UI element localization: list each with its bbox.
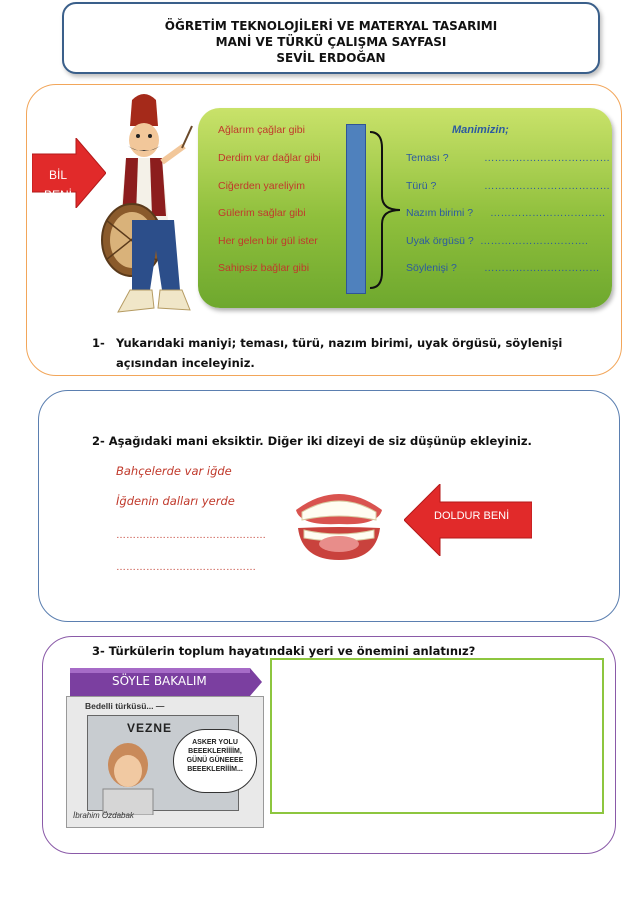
bil-beni-label bbox=[36, 165, 80, 205]
cartoon-speech-bubble: ASKER YOLU BEEEKLERİİİİM, GÜNÜ GÜNEEEE BEEEKLERİİİM... bbox=[173, 729, 257, 793]
title-box bbox=[62, 2, 600, 74]
task-1-line-1: Yukarıdaki maniyi; teması, türü, nazım birimi, uyak örgüsü, söylenişi bbox=[116, 336, 563, 350]
question-soylenis: Söylenişi ? bbox=[406, 262, 457, 274]
title-line-3: SEVİL ERDOĞAN bbox=[276, 51, 386, 65]
beni-label: BENİ bbox=[43, 188, 72, 202]
title-line-2: MANİ VE TÜRKÜ ÇALIŞMA SAYFASI bbox=[215, 35, 447, 49]
poem-line-3: Ciğerden yareliyim bbox=[218, 180, 305, 192]
cartoon-title: Bedelli türküsü... — bbox=[85, 701, 165, 711]
mani-line-2: İğdenin dalları yerde bbox=[116, 494, 235, 508]
soyle-bakalim-label: SÖYLE BAKALIM bbox=[112, 674, 207, 688]
answer-blank-tur[interactable]: ……………………………… bbox=[484, 180, 610, 192]
bil-label: BİL bbox=[48, 168, 67, 182]
task-3-text: 3- Türkülerin toplum hayatındaki yeri ve önemini anlatınız? bbox=[92, 644, 476, 658]
curly-brace bbox=[368, 130, 402, 290]
cartoon-image bbox=[66, 696, 264, 828]
answer-blank-nazim-birimi[interactable]: …………………………… bbox=[490, 207, 606, 219]
manimizin-label: Manimizin; bbox=[452, 124, 509, 136]
mani-blank-line-3[interactable]: ……………………………………… bbox=[116, 530, 266, 541]
teeth-illustration bbox=[292, 482, 386, 562]
task-2-text: 2- Aşağıdaki mani eksiktir. Diğer iki dizeyi de siz düşünüp ekleyiniz. bbox=[92, 434, 532, 448]
mani-blank-line-4[interactable]: …………………………………… bbox=[116, 562, 256, 573]
poem-line-6: Sahipsiz bağlar gibi bbox=[218, 262, 310, 274]
mani-line-1: Bahçelerde var iğde bbox=[116, 464, 232, 478]
question-nazim-birimi: Nazım birimi ? bbox=[406, 207, 474, 219]
doldur-beni-label: DOLDUR BENİ bbox=[434, 510, 510, 522]
answer-blank-uyak-orgusu[interactable]: …………………………. bbox=[480, 235, 588, 247]
cartoon-signature: İbrahim Özdabak bbox=[73, 811, 134, 820]
question-tur: Türü ? bbox=[406, 180, 437, 192]
divider-bar bbox=[346, 124, 366, 294]
poem-line-2: Derdim var dağlar gibi bbox=[218, 152, 321, 164]
answer-area[interactable] bbox=[270, 658, 604, 814]
drummer-illustration bbox=[92, 90, 198, 326]
answer-blank-soylenis[interactable]: …………………………… bbox=[484, 262, 600, 274]
poem-line-5: Her gelen bir gül ister bbox=[218, 235, 318, 247]
title-line-1: ÖĞRETİM TEKNOLOJİLERİ VE MATERYAL TASARIMI bbox=[164, 19, 498, 33]
answer-blank-tema[interactable]: ……………………………… bbox=[484, 152, 610, 164]
question-uyak-orgusu: Uyak örgüsü ? bbox=[406, 235, 474, 247]
question-tema: Teması ? bbox=[406, 152, 449, 164]
poem-line-1: Ağlarım çağlar gibi bbox=[218, 124, 305, 136]
poem-line-4: Gülerim sağlar gibi bbox=[218, 207, 306, 219]
task-1-line-2: açısından inceleyiniz. bbox=[116, 356, 255, 370]
cartoon-sign: VEZNE bbox=[127, 721, 173, 735]
task-1-number: 1- bbox=[92, 336, 105, 350]
